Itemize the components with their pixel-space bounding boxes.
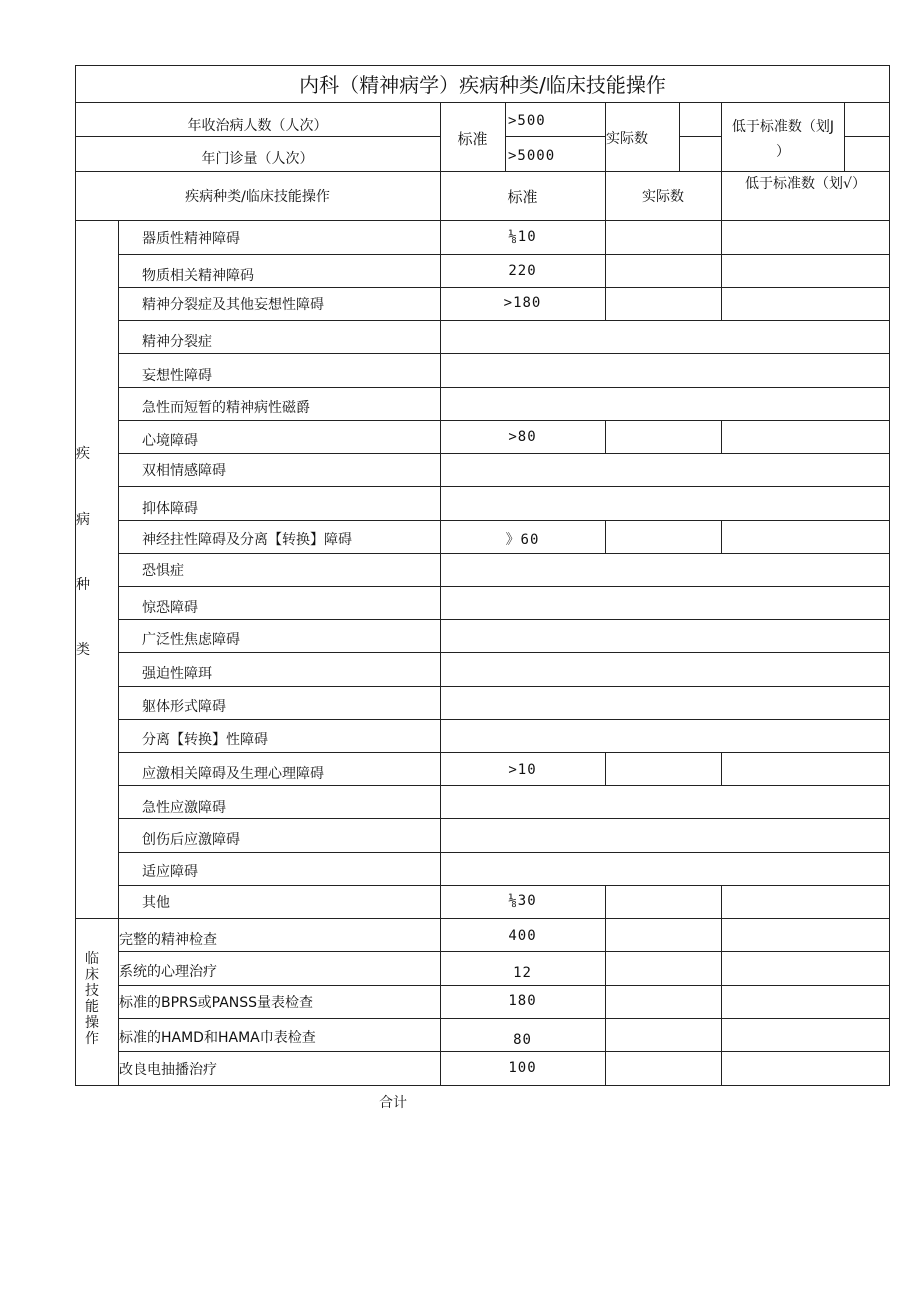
row-divider (118, 1018, 890, 1019)
row-divider (118, 619, 890, 620)
disease-category-char: 病 (76, 512, 90, 528)
row-divider (118, 752, 890, 753)
row-divider (118, 287, 890, 288)
disease-name: 心境障碍 (142, 433, 198, 449)
disease-name: 妄想性障碍 (142, 368, 212, 384)
category-col-divider (118, 220, 119, 1086)
disease-name: 双相情感障碍 (142, 463, 226, 479)
disease-name: 适应障碍 (142, 864, 198, 880)
disease-name: 恐惧症 (142, 563, 184, 579)
disease-standard: 》60 (505, 532, 540, 548)
section-divider (75, 918, 890, 919)
name-col-divider (440, 220, 441, 1086)
std-col-divider-r17 (605, 752, 606, 785)
disease-standard: >10 (508, 762, 537, 778)
skill-name: 系统的心理治疗 (119, 964, 217, 980)
row-divider (118, 719, 890, 720)
disease-name: 躯体形式障碍 (142, 699, 226, 715)
disease-name: 惊恐障碍 (142, 600, 198, 616)
below-col-divider-r10 (721, 520, 722, 553)
disease-name: 神经拄性障碍及分离【转换】障碍 (142, 532, 352, 548)
row-divider (118, 885, 890, 886)
annual-outpatient-label: 年门诊量（人次） (201, 151, 314, 167)
below-col-divider-r17 (721, 752, 722, 785)
skills-category-label: 临床技能操作 (85, 951, 99, 1047)
disease-name: 器质性精神障碍 (142, 231, 240, 247)
row-divider (118, 985, 890, 986)
row-divider (118, 320, 890, 321)
row-divider (118, 785, 890, 786)
skill-name: 完整的精神检查 (119, 932, 217, 948)
disease-name: 强迫性障珥 (142, 666, 212, 682)
header-bottom-divider (75, 220, 890, 221)
annual-admissions-standard: >500 (508, 113, 546, 129)
row-divider (118, 586, 890, 587)
skill-standard: 12 (513, 965, 532, 981)
skill-name: 标准的BPRS或PANSS量表检查 (119, 995, 314, 1011)
summary-standard-label: 标准 (457, 130, 488, 148)
below-col-divider-r7 (721, 420, 722, 453)
disease-standard: ⅛30 (508, 893, 537, 909)
table-border-bottom (75, 1085, 890, 1086)
header-item-label: 疾病种类/临床技能操作 (185, 189, 330, 205)
std-col-divider-r7 (605, 420, 606, 453)
page-title: 内科（精神病学）疾病种类/临床技能操作 (299, 73, 666, 97)
row-divider (118, 1051, 890, 1052)
row-divider (118, 652, 890, 653)
summary-bottom-divider (75, 171, 890, 172)
row-divider (118, 520, 890, 521)
disease-name: 急性而短暂的精神病性磁爵 (142, 400, 310, 416)
disease-name: 应激相关障碍及生理心理障碍 (142, 766, 324, 782)
skill-name: 改良电抽播治疗 (119, 1062, 217, 1078)
skill-standard: 80 (513, 1032, 532, 1048)
title-row-divider (75, 102, 890, 103)
summary-mid-divider-right (844, 136, 890, 137)
disease-name: 急性应激障碍 (142, 800, 226, 816)
header-standard-label: 标准 (507, 188, 538, 206)
row-divider (118, 852, 890, 853)
summary-mid-divider-actual (679, 136, 721, 137)
disease-standard: >180 (503, 295, 542, 311)
skill-standard: 180 (508, 993, 537, 1009)
summary-mid-divider-std (505, 136, 605, 137)
row-divider (118, 553, 890, 554)
annual-outpatient-standard: >5000 (508, 148, 556, 164)
row-divider (118, 453, 890, 454)
row-divider (118, 686, 890, 687)
disease-standard: ⅛10 (508, 229, 537, 245)
disease-category-char: 种 (76, 577, 90, 593)
row-divider (118, 818, 890, 819)
table-border-right (889, 65, 890, 1086)
disease-name: 精神分裂症 (142, 334, 212, 350)
annual-admissions-label: 年收治病人数（人次） (187, 118, 328, 134)
summary-actual-label: 实际数 (606, 131, 648, 147)
skill-name: 标准的HAMD和HAMA巾表检查 (119, 1030, 316, 1046)
skill-standard: 400 (508, 928, 537, 944)
summary-mid-divider-left (75, 136, 440, 137)
row-divider (118, 387, 890, 388)
std-col-divider-r10 (605, 520, 606, 553)
row-divider (118, 420, 890, 421)
total-label: 合计 (379, 1095, 407, 1111)
disease-standard: >80 (508, 429, 537, 445)
summary-col-divider-4 (679, 102, 680, 172)
below-col-divider-top (721, 220, 722, 321)
skill-standard: 100 (508, 1060, 537, 1076)
disease-name: 其他 (142, 895, 170, 911)
row-divider (118, 353, 890, 354)
summary-col-divider-6 (844, 102, 845, 172)
disease-name: 分离【转换】性障碍 (142, 732, 268, 748)
std-col-divider-top (605, 220, 606, 321)
row-divider (118, 254, 890, 255)
disease-name: 抑体障碍 (142, 501, 198, 517)
disease-name: 精神分裂症及其他妄想性障碍 (142, 297, 324, 313)
disease-name: 广泛性焦虑障碍 (142, 632, 240, 648)
disease-name: 物质相关精神障码 (142, 268, 254, 284)
row-divider (118, 951, 890, 952)
disease-name: 创伤后应激障碍 (142, 832, 240, 848)
summary-below-standard-label-2: ） (776, 144, 790, 160)
summary-below-standard-label-1: 低于标准数（划J (731, 119, 835, 135)
disease-category-char: 类 (76, 642, 90, 658)
row-divider (118, 486, 890, 487)
table-border-top (75, 65, 890, 66)
header-actual-label: 实际数 (642, 189, 684, 205)
summary-col-divider-2 (505, 102, 506, 172)
disease-standard: 220 (508, 263, 537, 279)
disease-category-char: 疾 (76, 446, 90, 462)
header-below-standard-label: 低于标准数（划√） (745, 176, 866, 192)
